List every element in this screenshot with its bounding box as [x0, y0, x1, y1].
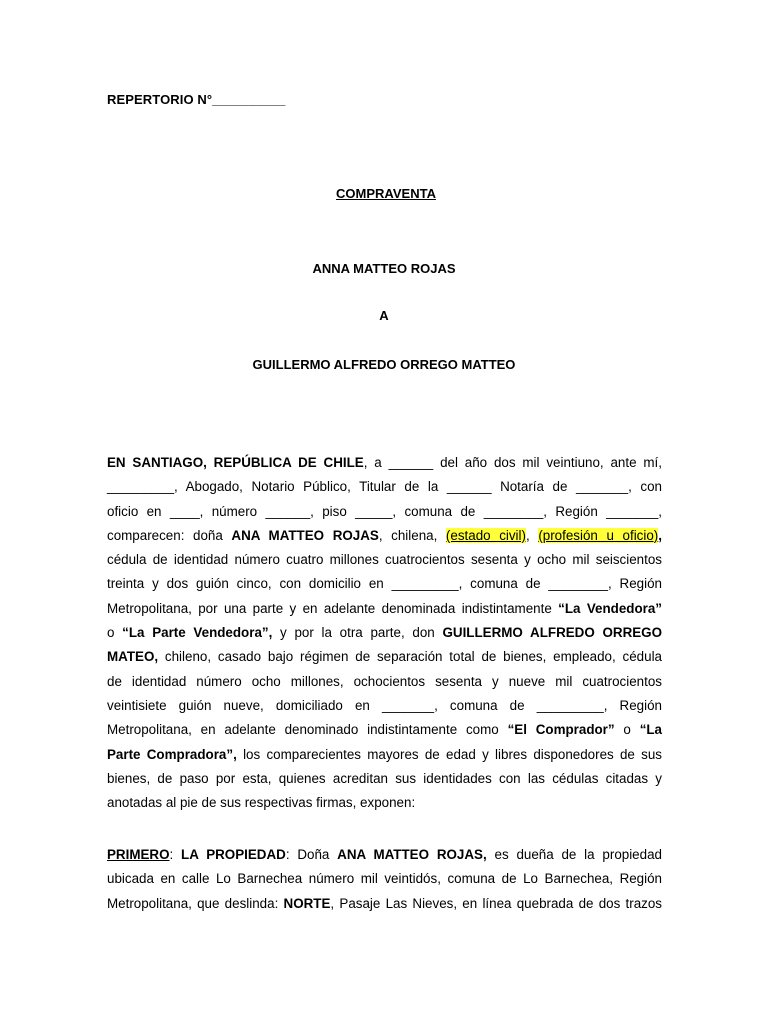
line-text: los comparecientes mayores de edad y libres disponedores de sus — [236, 746, 662, 762]
document-title: COMPRAVENTA — [336, 186, 436, 201]
paragraph-line: oficio en ____, número ______, piso _____, comuna de ________, Región _______, — [107, 503, 662, 519]
paragraph-line — [107, 718, 662, 742]
line-text: chileno, casado bajo régimen de separación total de bienes, empleado, cédula — [158, 649, 662, 665]
line-text: , chilena, — [378, 527, 446, 543]
place-text: EN SANTIAGO, REPÚBLICA DE CHILE — [107, 455, 364, 470]
paragraph-line — [107, 743, 662, 767]
buyer-name: GUILLERMO ALFREDO ORREGO — [442, 625, 662, 641]
line-text: Metropolitana, que deslinda: — [107, 895, 284, 911]
paragraph-line: de identidad número ocho millones, ochocientos sesenta y nueve mil cuatrocientos — [107, 673, 662, 689]
buyer-name-cont: MATEO, — [107, 649, 159, 665]
paragraph-line: cédula de identidad número cuatro millones cuatrocientos sesenta y ocho mil seiscientos — [107, 552, 662, 568]
paragraph-line: ubicada en calle Lo Barnechea número mil veintidós, comuna de Lo Barnechea, Región — [107, 871, 662, 887]
line-text: , Pasaje Las Nieves, en línea quebrada de dos trazos — [330, 895, 663, 911]
paragraph-line — [107, 597, 662, 621]
paragraph-line — [107, 621, 662, 645]
paragraph-line — [107, 843, 662, 867]
line-text: y por la otra parte, don — [272, 625, 443, 641]
buyer-party-designation: “La — [639, 722, 663, 738]
clause-title: LA PROPIEDAD — [181, 847, 286, 862]
paragraph-line — [107, 451, 662, 475]
line-text: , a ______ del año dos mil veintiuno, ante mí, — [363, 455, 662, 470]
line-text: es dueña de la propiedad — [486, 847, 662, 862]
paragraph-line — [107, 524, 662, 548]
buyer-name-heading: GUILLERMO ALFREDO ORREGO MATTEO — [252, 357, 516, 372]
line-text: o — [107, 625, 123, 641]
paragraph-line: anotadas al pie de sus respectivas firmas, exponen: — [107, 795, 416, 811]
line-text: : — [169, 847, 182, 862]
paragraph-line: veintisiete guión nueve, domiciliado en _______, comuna de _________, Región — [107, 697, 662, 713]
clause-number: PRIMERO — [107, 847, 170, 862]
paragraph-line — [107, 645, 662, 669]
line-text: , — [525, 527, 539, 543]
connector-heading: A — [379, 308, 389, 323]
repertorio-number: REPERTORIO N°__________ — [107, 92, 286, 107]
line-text: : Doña — [285, 847, 338, 862]
line-text: Metropolitana, por una parte y en adelante denominada indistintamente — [107, 600, 559, 616]
paragraph-line: _________, Abogado, Notario Público, Titular de la ______ Notaría de _______, con — [107, 479, 662, 495]
seller-name: ANA MATTEO ROJAS — [231, 527, 379, 543]
line-text: comparecen: doña — [107, 527, 232, 543]
comparecencia-paragraph — [107, 451, 662, 815]
seller-party-designation: “La Parte Vendedora”, — [122, 625, 273, 641]
paragraph-line — [107, 892, 662, 916]
line-text: Metropolitana, en adelante denominado indistintamente como — [107, 722, 508, 738]
buyer-designation: “El Comprador” — [507, 722, 615, 738]
seller-name-heading: ANNA MATTEO ROJAS — [312, 261, 456, 276]
line-text: o — [614, 722, 640, 738]
buyer-party-designation-cont: Parte Compradora”, — [107, 746, 237, 762]
owner-name: ANA MATTEO ROJAS, — [337, 847, 487, 862]
profession-placeholder: (profesión u oficio) — [538, 527, 659, 543]
paragraph-line: bienes, de paso por esta, quienes acreditan sus identidades con las cédulas citadas y — [107, 770, 662, 786]
seller-designation: “La Vendedora” — [558, 600, 662, 616]
civil-status-placeholder: (estado civil) — [445, 527, 526, 543]
paragraph-line: treinta y dos guión cinco, con domicilio en _________, comuna de ________, Región — [107, 576, 662, 592]
boundary-label: NORTE — [283, 895, 331, 911]
line-text: , — [658, 527, 662, 543]
clause-primero-paragraph — [107, 843, 662, 916]
